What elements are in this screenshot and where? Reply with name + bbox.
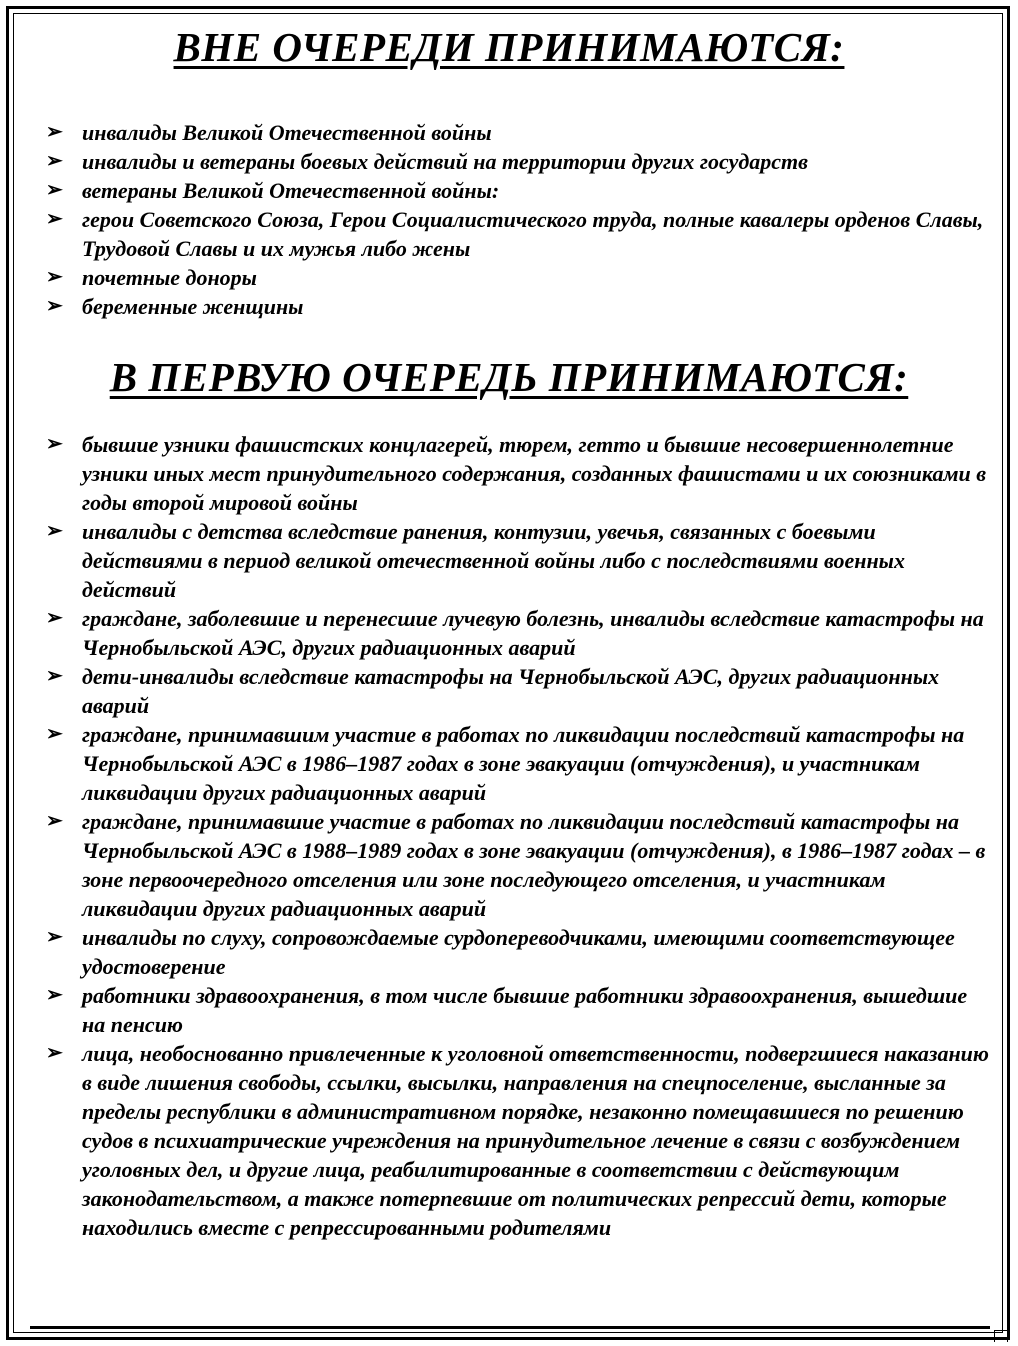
list-item [44,662,994,720]
heading-out-of-turn: ВНЕ ОЧЕРЕДИ ПРИНИМАЮТСЯ: [173,24,845,70]
arrowhead-bullet-icon: ➢ [46,665,63,687]
list-item-text: инвалиды по слуху, сопровождаемые сурдопереводчиками, имеющими соответствующее удостоверение [82,925,955,979]
list-item-text: инвалиды Великой Отечественной войны [82,120,492,145]
list-item [44,176,994,205]
list-item-text: инвалиды и ветераны боевых действий на территории других государств [82,149,808,174]
arrowhead-bullet-icon: ➢ [46,208,63,230]
arrowhead-bullet-icon: ➢ [46,295,63,317]
list-item [44,1039,994,1242]
list-item [44,118,994,147]
list-item-text: граждане, принимавшим участие в работах по ликвидации последствий катастрофы на Чернобыльской АЭС в 1986–1987 годах в зоне эвакуации (отчуждения), и участникам ликвидации других радиационных аварий [82,722,965,805]
list-item [44,205,994,263]
list-item [44,147,994,176]
list-item [44,923,994,981]
list-item-text: дети-инвалиды вследствие катастрофы на Чернобыльской АЭС, других радиационных аварий [82,664,940,718]
out-of-turn-list [44,118,994,321]
list-item [44,430,994,517]
arrowhead-bullet-icon: ➢ [46,723,63,745]
list-item-text: беременные женщины [82,294,304,319]
list-item-text: лица, необоснованно привлеченные к уголовной ответственности, подвергшиеся наказанию в виде лишения свободы, ссылки, высылки, направления на спецпоселение, высланные за пределы республики в административном порядке, незаконно помещавшиеся по решению судов в психиатрические учреждения на принудительное лечение в связи с возбуждением уголовных дел, и другие лица, реабилитированные в соответствии с действующим законодательством, а также потерпевшие от политических репрессий дети, которые находились вместе с репрессированными родителями [82,1041,989,1240]
list-item [44,604,994,662]
arrowhead-bullet-icon: ➢ [46,121,63,143]
list-item [44,517,994,604]
list-item-text: работники здравоохранения, в том числе бывшие работники здравоохранения, вышедшие на пенсию [82,983,968,1037]
priority-list [44,430,994,1242]
bottom-rule-thin [30,1332,990,1333]
list-item-text: граждане, заболевшие и перенесшие лучевую болезнь, инвалиды вследствие катастрофы на Чернобыльской АЭС, других радиационных аварий [82,606,984,660]
list-item [44,807,994,923]
arrowhead-bullet-icon: ➢ [46,926,63,948]
arrowhead-bullet-icon: ➢ [46,433,63,455]
corner-mark [994,1330,1008,1342]
arrowhead-bullet-icon: ➢ [46,150,63,172]
arrowhead-bullet-icon: ➢ [46,266,63,288]
arrowhead-bullet-icon: ➢ [46,179,63,201]
list-item-text: ветераны Великой Отечественной войны: [82,178,500,203]
list-item-text: почетные доноры [82,265,257,290]
heading-priority: В ПЕРВУЮ ОЧЕРЕДЬ ПРИНИМАЮТСЯ: [109,354,909,400]
list-item-text: граждане, принимавшие участие в работах по ликвидации последствий катастрофы на Чернобыльской АЭС в 1988–1989 годах в зоне эвакуации (отчуждения), в 1986–1987 годах – в зоне первоочередного отселения или зоне последующего отселения, и участникам ликвидации других радиационных аварий [82,809,986,921]
arrowhead-bullet-icon: ➢ [46,984,63,1006]
arrowhead-bullet-icon: ➢ [46,520,63,542]
list-item [44,263,994,292]
list-item-text: инвалиды с детства вследствие ранения, контузии, увечья, связанных с боевыми действиями в период великой отечественной войны либо с последствиями военных действий [82,519,905,602]
arrowhead-bullet-icon: ➢ [46,607,63,629]
arrowhead-bullet-icon: ➢ [46,1042,63,1064]
list-item-text: бывшие узники фашистских концлагерей, тюрем, гетто и бывшие несовершеннолетние узники иных мест принудительного содержания, созданных фашистами и их союзниками в годы второй мировой войны [82,432,987,515]
list-item [44,720,994,807]
list-item-text: герои Советского Союза, Герои Социалистического труда, полные кавалеры орденов Славы, Трудовой Славы и их мужья либо жены [82,207,984,261]
bottom-rule-thick [30,1326,990,1329]
list-item [44,292,994,321]
list-item [44,981,994,1039]
arrowhead-bullet-icon: ➢ [46,810,63,832]
